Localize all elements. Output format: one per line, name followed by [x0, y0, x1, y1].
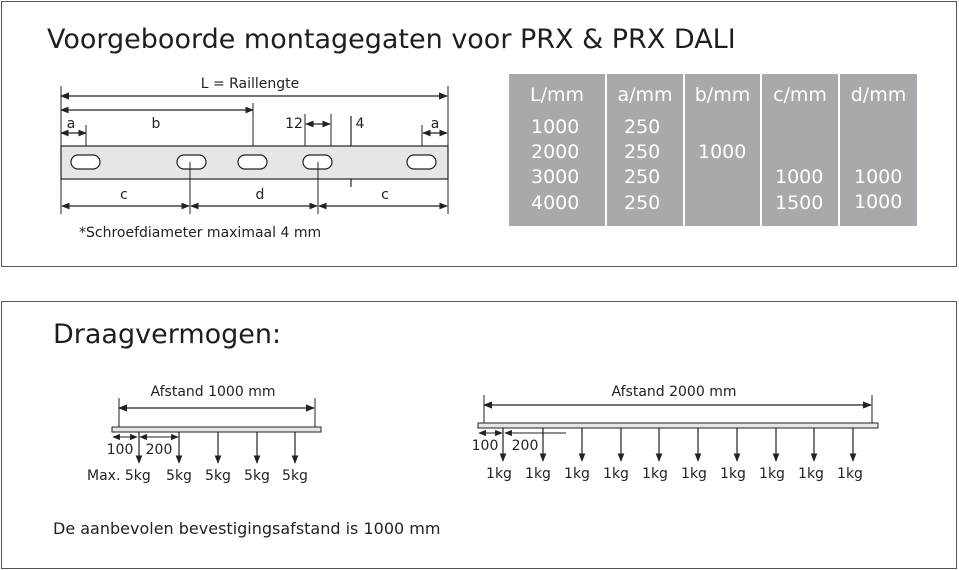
span-2000-label: Afstand 2000 mm — [611, 384, 737, 400]
table-cell: 4000 — [531, 192, 580, 214]
load-label: 5kg — [244, 468, 270, 484]
table-cell: 3000 — [531, 166, 580, 188]
table-cell: 2000 — [531, 141, 580, 163]
spacing-label-1000: 200 — [145, 442, 173, 458]
a-right-label: a — [430, 116, 440, 132]
recommendation-text: De aanbevolen bevestigingsafstand is 1000 mm — [53, 519, 441, 538]
load-label: 1kg — [837, 466, 863, 482]
d-label: d — [255, 187, 265, 203]
table-header: a/mm — [617, 84, 673, 106]
table-cell: 1500 — [775, 192, 824, 214]
edge-label-1000: 100 — [106, 442, 134, 458]
slot-width-label: 12 — [285, 116, 303, 132]
table-cell: 250 — [624, 116, 661, 138]
table-header: L/mm — [529, 84, 584, 106]
table-cell: 1000 — [854, 191, 903, 213]
load-label: 1kg — [681, 466, 707, 482]
screw-diameter-footnote: *Schroefdiameter maximaal 4 mm — [79, 225, 322, 241]
load-label: 1kg — [486, 466, 512, 482]
table-cell: 250 — [624, 166, 661, 188]
rail-2000 — [478, 423, 878, 428]
load-label: Max. 5kg — [87, 468, 151, 484]
slot-height-label: 4 — [355, 116, 365, 132]
table-cell: 250 — [624, 141, 661, 163]
table-cell: 1000 — [854, 166, 903, 188]
span-1000-label: Afstand 1000 mm — [150, 384, 276, 400]
load-label: 1kg — [525, 466, 551, 482]
table-cell: 1000 — [531, 116, 580, 138]
table-cell: 1000 — [698, 141, 747, 163]
table-header: b/mm — [694, 84, 751, 106]
load-label: 1kg — [720, 466, 746, 482]
rail-1000 — [112, 427, 321, 432]
table-cell: 250 — [624, 192, 661, 214]
length-label: L = Raillengte — [200, 76, 300, 92]
load-label: 5kg — [205, 468, 231, 484]
b-label: b — [151, 116, 161, 132]
load-label: 1kg — [642, 466, 668, 482]
c-right-label: c — [381, 187, 389, 203]
table-cell: 1000 — [775, 166, 824, 188]
load-label: 1kg — [759, 466, 785, 482]
load-label: 5kg — [166, 468, 192, 484]
mounting-holes-title: Voorgeboorde montagegaten voor PRX & PRX DALI — [47, 24, 736, 55]
a-left-label: a — [66, 116, 76, 132]
table-header: d/mm — [850, 84, 907, 106]
c-left-label: c — [120, 187, 128, 203]
spacing-label-2000: 200 — [511, 438, 539, 454]
edge-label-2000: 100 — [471, 438, 499, 454]
load-label: 1kg — [603, 466, 629, 482]
load-label: 1kg — [564, 466, 590, 482]
load-label: 5kg — [282, 468, 308, 484]
table-header: c/mm — [773, 84, 827, 106]
load-label: 1kg — [798, 466, 824, 482]
load-capacity-title: Draagvermogen: — [53, 319, 282, 350]
